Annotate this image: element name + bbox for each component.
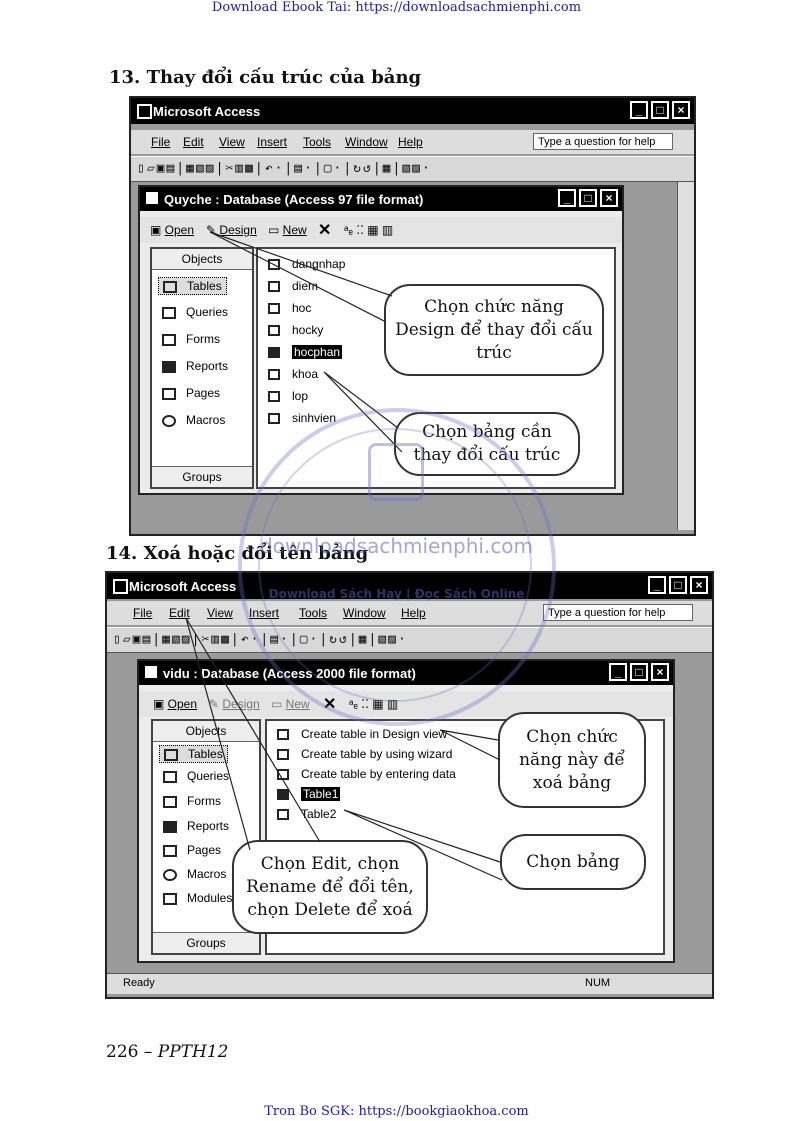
new-button[interactable]: ▭ New (271, 697, 310, 711)
table-item[interactable]: hocky (268, 323, 323, 337)
menu-file[interactable]: File (151, 135, 171, 149)
db-title: vidu : Database (Access 2000 file format) (163, 666, 416, 681)
maximize-icon[interactable]: □ (651, 101, 669, 119)
help-question-box[interactable]: Type a question for help (533, 133, 673, 150)
watermark-tagline: Download Sách Hay | Đọc Sách Online (268, 587, 525, 601)
app-title: Microsoft Access (153, 104, 261, 119)
menu-edit[interactable]: Edit (183, 135, 204, 149)
reports-icon (162, 361, 176, 373)
main-toolbar[interactable]: ▯▱▣▤|▦▧▨|✂▥▩|↶·|▤·|▢·|↻↺|▦|▧▨· (131, 156, 694, 182)
menu-insert[interactable]: Insert (249, 606, 280, 620)
callout-select-table: Chọn bảng cần thay đổi cấu trúc (394, 412, 580, 476)
menu-tools[interactable]: Tools (303, 135, 332, 149)
delete-icon[interactable]: ✕ (323, 696, 337, 713)
table-item[interactable]: khoa (268, 367, 318, 381)
groups-label[interactable]: Groups (153, 932, 259, 953)
object-queries[interactable]: Queries (162, 305, 228, 319)
db-maximize-icon[interactable]: □ (630, 663, 648, 681)
create-wizard[interactable]: Create table by using wizard (277, 747, 452, 761)
menu-file[interactable]: File (133, 606, 153, 620)
database-icon (146, 192, 158, 204)
access-logo-icon (137, 104, 152, 119)
app-titlebar (131, 98, 694, 124)
object-tables[interactable]: Tables (158, 277, 227, 295)
design-button[interactable]: ✎ Design (206, 223, 257, 237)
status-bar (107, 973, 712, 994)
tables-icon (164, 749, 178, 761)
menu-window[interactable]: Window (345, 135, 388, 149)
datasheet-icon (277, 769, 289, 780)
object-tables[interactable]: Tables (159, 745, 228, 763)
objects-panel (150, 247, 254, 489)
table-icon (268, 325, 280, 336)
table-icon (268, 259, 280, 270)
section-14-heading: 14. Xoá hoặc đổi tên bảng (106, 543, 369, 564)
menu-edit[interactable]: Edit (169, 606, 190, 620)
table-icon (268, 281, 280, 292)
modules-icon (163, 893, 177, 905)
db-toolbar (140, 217, 622, 243)
database-icon (145, 666, 157, 678)
table-icon (277, 809, 289, 820)
table-item[interactable]: dangnhap (268, 257, 345, 271)
table-icon (268, 391, 280, 402)
queries-icon (162, 307, 176, 319)
table-icon (268, 303, 280, 314)
db-maximize-icon[interactable]: □ (579, 189, 597, 207)
new-button[interactable]: ▭ New (268, 223, 307, 237)
table-icon (277, 789, 289, 800)
menu-tools[interactable]: Tools (299, 606, 328, 620)
db-title: Quyche : Database (Access 97 file format) (164, 192, 424, 207)
groups-label[interactable]: Groups (152, 466, 252, 487)
object-forms[interactable]: Forms (163, 794, 221, 808)
header-download-link[interactable]: Download Ebook Tai: https://downloadsachmienphi.com (211, 0, 582, 15)
table-item-selected[interactable]: Table1 (277, 787, 340, 801)
object-queries[interactable]: Queries (163, 769, 229, 783)
object-pages[interactable]: Pages (162, 386, 220, 400)
macros-icon (163, 869, 177, 881)
table-item-selected[interactable]: hocphan (268, 345, 342, 359)
menu-view[interactable]: View (207, 606, 233, 620)
minimize-icon[interactable]: _ (630, 101, 648, 119)
status-num: NUM (585, 977, 611, 989)
menu-window[interactable]: Window (343, 606, 386, 620)
callout-edit-rename: Chọn Edit, chọn Rename để đổi tên, chọn Delete để xoá (232, 840, 428, 934)
close-icon[interactable]: × (690, 576, 708, 594)
macros-icon (162, 415, 176, 427)
menu-help[interactable]: Help (401, 606, 426, 620)
objects-header: Objects (153, 721, 259, 742)
queries-icon (163, 771, 177, 783)
db-minimize-icon[interactable]: _ (609, 663, 627, 681)
table-icon (268, 347, 280, 358)
pages-icon (163, 845, 177, 857)
table-item[interactable]: lop (268, 389, 308, 403)
maximize-icon[interactable]: □ (669, 576, 687, 594)
forms-icon (162, 334, 176, 346)
menu-bar (107, 601, 712, 625)
tables-icon (163, 281, 177, 293)
wizard-icon (277, 749, 289, 760)
callout-select-table: Chọn bảng (500, 834, 646, 890)
object-reports[interactable]: Reports (162, 359, 228, 373)
view-buttons[interactable]: ᵃₑ ⁚⁚ ▦ ▥ (344, 223, 394, 237)
design-view-icon (277, 729, 289, 740)
table-item[interactable]: sinhvien (268, 411, 336, 425)
db-minimize-icon[interactable]: _ (558, 189, 576, 207)
create-entering-data[interactable]: Create table by entering data (277, 767, 456, 781)
status-ready: Ready (123, 977, 155, 989)
object-pages[interactable]: Pages (163, 843, 221, 857)
db-titlebar (139, 661, 673, 685)
object-modules[interactable]: Modules (163, 891, 232, 905)
app-title: Microsoft Access (129, 579, 237, 594)
table-item[interactable]: diem (268, 279, 318, 293)
menu-view[interactable]: View (219, 135, 245, 149)
forms-icon (163, 796, 177, 808)
object-reports[interactable]: Reports (163, 819, 229, 833)
db-close-icon[interactable]: × (651, 663, 669, 681)
objects-header: Objects (152, 249, 252, 270)
pages-icon (162, 388, 176, 400)
table-icon (268, 369, 280, 380)
watermark-site: downloadsachmienphi.com (259, 534, 534, 558)
close-icon[interactable]: × (672, 101, 690, 119)
watermark-book-icon (368, 443, 424, 501)
view-buttons[interactable]: ᵃₑ ⁚⁚ ▦ ▥ (349, 697, 399, 711)
section-13-heading: 13. Thay đổi cấu trúc của bảng (109, 67, 422, 88)
db-titlebar (140, 187, 622, 211)
vertical-scrollbar[interactable] (677, 182, 694, 530)
footer-link[interactable]: Tron Bo SGK: https://bookgiaokhoa.com (264, 1104, 529, 1119)
design-button[interactable]: ✎ Design (209, 697, 260, 711)
reports-icon (163, 821, 177, 833)
page-number: 226 – PPTH12 (106, 1042, 229, 1062)
open-button[interactable]: ▣ Open (150, 223, 195, 237)
help-question-box[interactable]: Type a question for help (543, 604, 693, 621)
minimize-icon[interactable]: _ (648, 576, 666, 594)
menu-help[interactable]: Help (398, 135, 423, 149)
create-design-view[interactable]: Create table in Design view (277, 727, 447, 741)
table-icon (268, 413, 280, 424)
open-button[interactable]: ▣ Open (153, 697, 198, 711)
menu-insert[interactable]: Insert (257, 135, 288, 149)
callout-design: Chọn chức năng Design để thay đổi cấu trúc (384, 284, 604, 376)
callout-delete-function: Chọn chức năng này để xoá bảng (498, 712, 646, 808)
table-item[interactable]: Table2 (277, 807, 336, 821)
table-item[interactable]: hoc (268, 301, 311, 315)
main-toolbar[interactable]: ▯▱▣▤|▦▧▨|✂▥▩|↶·|▤·|▢·|↻↺|▦|▧▨· (107, 627, 712, 653)
db-close-icon[interactable]: × (600, 189, 618, 207)
object-macros[interactable]: Macros (162, 413, 225, 427)
object-macros[interactable]: Macros (163, 867, 226, 881)
object-forms[interactable]: Forms (162, 332, 220, 346)
menu-bar (131, 130, 694, 154)
delete-icon[interactable]: ✕ (318, 222, 332, 239)
